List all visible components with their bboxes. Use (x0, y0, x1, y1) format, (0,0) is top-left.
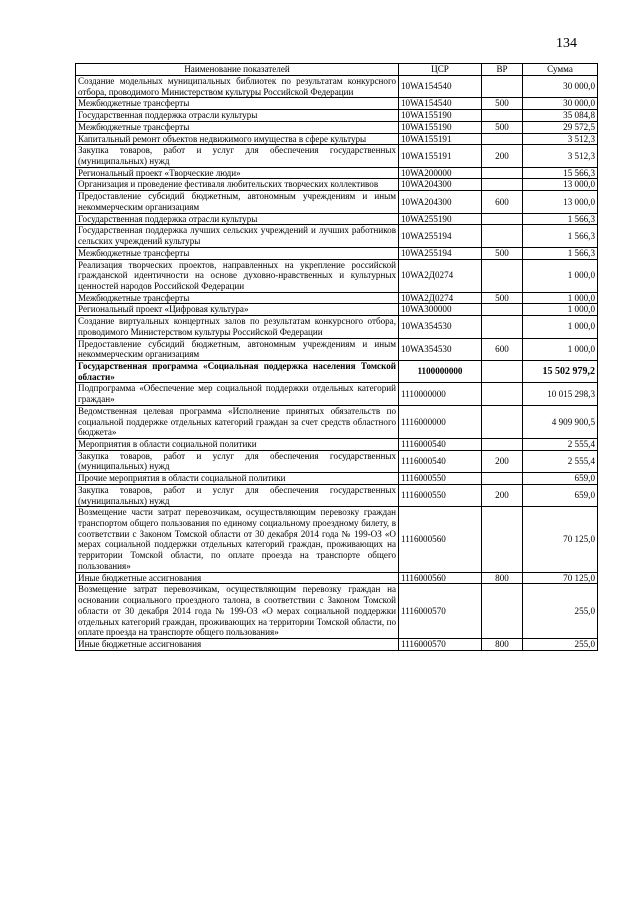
row-name-cell: Региональный проект «Творческие люди» (76, 167, 399, 179)
table-row (76, 383, 598, 405)
row-name-cell: Возмещение части затрат перевозчикам, осуществляющим перевозку граждан транспортом общего пользования по единому социальному проездному билету, в соответствии с Законом Томской области от 30 декабря 2014 года № 199-ОЗ «О мерах социальной поддержки отдельных категорий граждан, проживающих на территории Томской области, по оплате проезда на транспорте общего пользования» (76, 507, 399, 572)
table-row (76, 145, 598, 167)
table-row (76, 316, 598, 338)
row-name-cell: Иные бюджетные ассигнования (76, 572, 399, 584)
row-vr-cell: 500 (482, 98, 523, 110)
row-vr-cell: 500 (482, 292, 523, 304)
row-name-cell: Предоставление субсидий бюджетным, автономным учреждениям и иным некоммерческим организациям (76, 338, 399, 360)
row-name-cell: Закупка товаров, работ и услуг для обеспечения государственных (муниципальных) нужд (76, 450, 399, 472)
row-sum-cell: 1 566,3 (523, 247, 598, 259)
row-vr-cell (482, 225, 523, 247)
row-csr-cell: 1116000540 (399, 439, 482, 451)
row-vr-cell: 200 (482, 145, 523, 167)
row-name-cell: Капитальный ремонт объектов недвижимого имущества в сфере культуры (76, 133, 399, 145)
row-name-cell: Предоставление субсидий бюджетным, автономным учреждениям и иным некоммерческим организациям (76, 191, 399, 213)
table-body (76, 76, 598, 651)
row-name-cell: Подпрограмма «Обеспечение мер социальной поддержки отдельных категорий граждан» (76, 383, 399, 405)
row-vr-cell: 800 (482, 638, 523, 650)
row-sum-cell: 1 566,3 (523, 225, 598, 247)
table-row (76, 638, 598, 650)
row-vr-cell (482, 584, 523, 639)
table-row (76, 213, 598, 225)
row-name-cell: Межбюджетные трансферты (76, 247, 399, 259)
row-csr-cell: 10WA204300 (399, 191, 482, 213)
row-vr-cell (482, 76, 523, 98)
table-row (76, 76, 598, 98)
table-row (76, 507, 598, 572)
row-sum-cell: 1 566,3 (523, 213, 598, 225)
row-sum-cell: 659,0 (523, 473, 598, 485)
row-csr-cell: 1116000560 (399, 507, 482, 572)
row-vr-cell (482, 439, 523, 451)
table-row (76, 292, 598, 304)
header-csr: ЦСР (399, 64, 482, 76)
row-csr-cell: 10WA154540 (399, 76, 482, 98)
row-name-cell: Межбюджетные трансферты (76, 292, 399, 304)
row-sum-cell: 30 000,0 (523, 76, 598, 98)
table-row (76, 584, 598, 639)
row-name-cell: Прочие мероприятия в области социальной политики (76, 473, 399, 485)
row-sum-cell: 1 000,0 (523, 259, 598, 292)
row-sum-cell: 4 909 900,5 (523, 405, 598, 438)
row-sum-cell: 1 000,0 (523, 316, 598, 338)
row-name-cell: Закупка товаров, работ и услуг для обеспечения государственных (муниципальных) нужд (76, 484, 399, 506)
row-vr-cell: 600 (482, 191, 523, 213)
row-sum-cell: 10 015 298,3 (523, 383, 598, 405)
row-name-cell: Реализация творческих проектов, направленных на укрепление российской гражданской идентичности на основе духовно-нравственных и культурных ценностей народов Российской Федерации (76, 259, 399, 292)
row-name-cell: Межбюджетные трансферты (76, 121, 399, 133)
table-row (76, 473, 598, 485)
row-csr-cell: 1116000540 (399, 450, 482, 472)
row-sum-cell: 3 512,3 (523, 133, 598, 145)
row-sum-cell: 13 000,0 (523, 191, 598, 213)
row-csr-cell: 1116000000 (399, 405, 482, 438)
table-row (76, 439, 598, 451)
table-header-row (76, 64, 598, 76)
table-row (76, 179, 598, 191)
table-row (76, 572, 598, 584)
row-csr-cell: 1110000000 (399, 383, 482, 405)
table-row (76, 259, 598, 292)
row-sum-cell: 15 566,3 (523, 167, 598, 179)
row-sum-cell: 13 000,0 (523, 179, 598, 191)
row-csr-cell: 10WA200000 (399, 167, 482, 179)
table-row (76, 405, 598, 438)
row-csr-cell: 10WA300000 (399, 304, 482, 316)
row-name-cell: Иные бюджетные ассигнования (76, 638, 399, 650)
row-name-cell: Создание виртуальных концертных залов по результатам конкурсного отбора, проводимого Министерством культуры Российской Федерации (76, 316, 399, 338)
row-name-cell: Ведомственная целевая программа «Исполнение принятых обязательств по социальной поддержке отдельных категорий граждан за счет средств областного бюджета» (76, 405, 399, 438)
row-sum-cell: 29 572,5 (523, 121, 598, 133)
row-sum-cell: 30 000,0 (523, 98, 598, 110)
row-csr-cell: 1116000570 (399, 584, 482, 639)
row-csr-cell: 10WA255194 (399, 225, 482, 247)
row-csr-cell: 10WA255190 (399, 213, 482, 225)
row-csr-cell: 10WA155190 (399, 121, 482, 133)
row-sum-cell: 1 000,0 (523, 292, 598, 304)
row-csr-cell: 10WA155191 (399, 145, 482, 167)
table-row (76, 225, 598, 247)
row-sum-cell: 659,0 (523, 484, 598, 506)
row-sum-cell: 2 555,4 (523, 439, 598, 451)
row-csr-cell: 10WA155190 (399, 110, 482, 122)
row-csr-cell: 1116000570 (399, 638, 482, 650)
row-name-cell: Государственная поддержка отрасли культуры (76, 213, 399, 225)
page-number: 134 (556, 36, 577, 51)
budget-table (75, 63, 598, 651)
row-vr-cell (482, 179, 523, 191)
row-name-cell: Создание модельных муниципальных библиотек по результатам конкурсного отбора, проводимого Министерством культуры Российской Федерации (76, 76, 399, 98)
row-name-cell: Межбюджетные трансферты (76, 98, 399, 110)
table-row (76, 247, 598, 259)
row-csr-cell: 1116000550 (399, 484, 482, 506)
row-name-cell: Возмещение затрат перевозчикам, осуществляющим перевозку граждан на основании социального проездного талона, в соответствии с Законом Томской области от 30 декабря 2014 года № 199-ОЗ «О мерах социальной поддержки отдельных категорий граждан, проживающих на территории Томской области, по оплате проезда на транспорте общего пользования» (76, 584, 399, 639)
row-csr-cell: 1116000560 (399, 572, 482, 584)
table-row (76, 191, 598, 213)
row-sum-cell: 35 084,8 (523, 110, 598, 122)
row-sum-cell: 1 000,0 (523, 304, 598, 316)
table-row (76, 484, 598, 506)
row-sum-cell: 2 555,4 (523, 450, 598, 472)
row-sum-cell: 70 125,0 (523, 507, 598, 572)
row-vr-cell (482, 167, 523, 179)
table-row (76, 360, 598, 382)
row-csr-cell: 10WA2Д0274 (399, 292, 482, 304)
table-row (76, 121, 598, 133)
row-name-cell: Государственная поддержка лучших сельских учреждений и лучших работников сельских учреждений культуры (76, 225, 399, 247)
header-vr: ВР (482, 64, 523, 76)
row-sum-cell: 3 512,3 (523, 145, 598, 167)
row-csr-cell: 10WA155191 (399, 133, 482, 145)
row-sum-cell: 255,0 (523, 584, 598, 639)
row-vr-cell: 500 (482, 121, 523, 133)
row-csr-cell: 10WA354530 (399, 338, 482, 360)
row-vr-cell: 200 (482, 484, 523, 506)
row-name-cell: Государственная программа «Социальная поддержка населения Томской области» (76, 360, 399, 382)
row-sum-cell: 255,0 (523, 638, 598, 650)
row-csr-cell: 10WA255194 (399, 247, 482, 259)
row-vr-cell (482, 360, 523, 382)
row-name-cell: Закупка товаров, работ и услуг для обеспечения государственных (муниципальных) нужд (76, 145, 399, 167)
row-vr-cell (482, 213, 523, 225)
row-csr-cell: 1116000550 (399, 473, 482, 485)
row-vr-cell (482, 383, 523, 405)
row-vr-cell: 600 (482, 338, 523, 360)
table-row (76, 110, 598, 122)
row-vr-cell (482, 507, 523, 572)
row-vr-cell (482, 110, 523, 122)
row-vr-cell: 200 (482, 450, 523, 472)
row-vr-cell (482, 133, 523, 145)
row-vr-cell (482, 405, 523, 438)
row-vr-cell (482, 316, 523, 338)
row-vr-cell (482, 473, 523, 485)
row-csr-cell: 10WA154540 (399, 98, 482, 110)
header-name: Наименование показателей (76, 64, 399, 76)
row-name-cell: Организация и проведение фестиваля любительских творческих коллективов (76, 179, 399, 191)
row-sum-cell: 15 502 979,2 (523, 360, 598, 382)
row-name-cell: Мероприятия в области социальной политики (76, 439, 399, 451)
table-row (76, 133, 598, 145)
row-vr-cell (482, 304, 523, 316)
table-row (76, 450, 598, 472)
row-csr-cell: 10WA2Д0274 (399, 259, 482, 292)
row-vr-cell: 500 (482, 247, 523, 259)
row-name-cell: Государственная поддержка отрасли культуры (76, 110, 399, 122)
row-csr-cell: 1100000000 (399, 360, 482, 382)
row-vr-cell: 800 (482, 572, 523, 584)
row-name-cell: Региональный проект «Цифровая культура» (76, 304, 399, 316)
table-row (76, 98, 598, 110)
table-row (76, 304, 598, 316)
table-row (76, 167, 598, 179)
row-sum-cell: 1 000,0 (523, 338, 598, 360)
header-sum: Сумма (523, 64, 598, 76)
table-row (76, 338, 598, 360)
row-vr-cell (482, 259, 523, 292)
row-csr-cell: 10WA204300 (399, 179, 482, 191)
row-sum-cell: 70 125,0 (523, 572, 598, 584)
row-csr-cell: 10WA354530 (399, 316, 482, 338)
